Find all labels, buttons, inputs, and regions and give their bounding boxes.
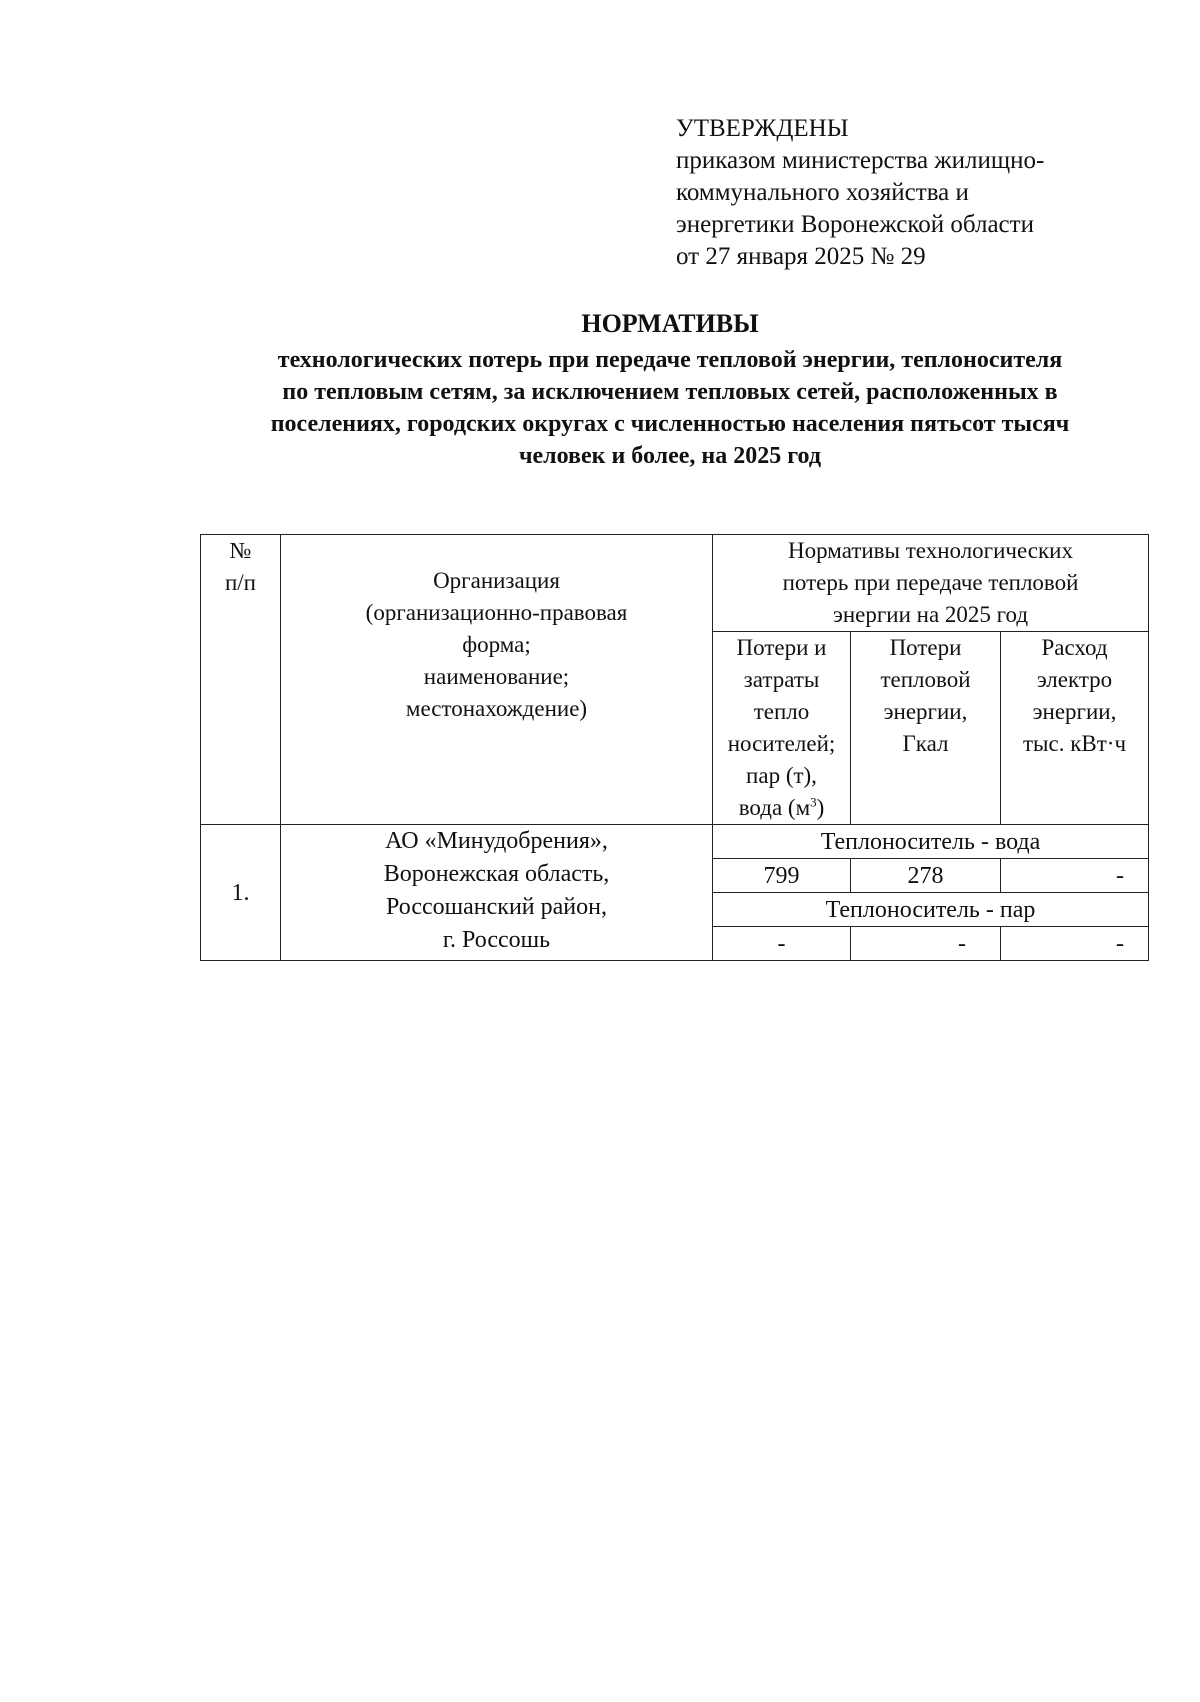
document-title xyxy=(180,308,1160,472)
header-org-line: форма; xyxy=(462,632,531,657)
header-group-line: потерь при передаче тепловой xyxy=(782,570,1079,595)
subtitle-line: по тепловым сетям, за исключением тепловых сетей, расположенных в xyxy=(282,379,1058,405)
header-heat-losses xyxy=(851,632,1001,825)
header-org-line: Организация xyxy=(433,568,560,593)
header-col1-water: вода (м xyxy=(738,795,811,820)
header-col3-line: Расход xyxy=(1041,635,1108,660)
header-group-line: Нормативы технологических xyxy=(788,538,1073,563)
table-row xyxy=(201,825,1149,859)
header-org-line: (организационно-правовая xyxy=(365,600,628,625)
org-line: АО «Минудобрения», xyxy=(385,828,608,854)
water-heat-losses: 278 xyxy=(851,859,1001,893)
header-group-line: энергии на 2025 год xyxy=(832,602,1029,627)
title-main: НОРМАТИВЫ xyxy=(581,309,759,338)
subtitle-line: человек и более, на 2025 год xyxy=(518,443,822,469)
header-col1-line xyxy=(715,792,848,824)
header-col3-line: тыс. кВт·ч xyxy=(1023,731,1127,756)
subtitle-line: поселениях, городских округах с численностью населения пятьсот тысяч xyxy=(270,411,1070,437)
header-num-line: п/п xyxy=(224,570,256,595)
header-col2-line: Потери xyxy=(889,635,962,660)
table-header-row xyxy=(201,535,1149,632)
header-col1-line: Потери и xyxy=(736,635,827,660)
org-line: Воронежская область, xyxy=(383,861,610,887)
header-num-line: № xyxy=(229,538,252,563)
approval-block xyxy=(676,113,1044,273)
title-subtitle xyxy=(180,344,1160,472)
header-col2-line: Гкал xyxy=(902,731,949,756)
header-col3-line: электро xyxy=(1036,667,1113,692)
subtitle-line: технологических потерь при передаче тепловой энергии, теплоносителя xyxy=(277,347,1063,373)
approval-line: энергетики Воронежской области xyxy=(676,211,1034,238)
org-line: Россошанский район, xyxy=(386,894,607,920)
header-col1-close: ) xyxy=(816,795,825,820)
header-norms-group xyxy=(713,535,1149,632)
header-col1-line: затраты xyxy=(743,667,820,692)
header-col1-line: носителей; xyxy=(727,731,836,756)
row-organization xyxy=(281,825,713,961)
approval-heading: УТВЕРЖДЕНЫ xyxy=(676,115,849,142)
header-org-line: местонахождение) xyxy=(405,696,588,721)
approval-line: приказом министерства жилищно- xyxy=(676,147,1045,174)
carrier-water-label: Теплоноситель - вода xyxy=(713,825,1149,859)
header-carrier-losses xyxy=(713,632,851,825)
header-org-line: наименование; xyxy=(423,664,570,689)
header-electricity xyxy=(1001,632,1149,825)
row-number: 1. xyxy=(201,825,281,961)
org-line: г. Россошь xyxy=(442,927,551,953)
header-col3-line: энергии, xyxy=(1032,699,1117,724)
steam-electricity: - xyxy=(1001,927,1149,961)
steam-carrier-losses: - xyxy=(713,927,851,961)
header-col1-sup: 3 xyxy=(810,794,817,810)
header-col2-line: тепловой xyxy=(880,667,971,692)
water-electricity: - xyxy=(1001,859,1149,893)
header-col1-line: пар (т), xyxy=(746,763,817,788)
steam-heat-losses: - xyxy=(851,927,1001,961)
water-carrier-losses: 799 xyxy=(713,859,851,893)
header-col2-line: энергии, xyxy=(883,699,968,724)
approval-line: от 27 января 2025 № 29 xyxy=(676,243,926,270)
carrier-steam-label: Теплоноситель - пар xyxy=(713,893,1149,927)
header-num xyxy=(201,535,281,825)
approval-line: коммунального хозяйства и xyxy=(676,179,969,206)
norms-table xyxy=(200,534,1149,961)
header-col1-line: тепло xyxy=(753,699,810,724)
header-organization xyxy=(281,535,713,825)
